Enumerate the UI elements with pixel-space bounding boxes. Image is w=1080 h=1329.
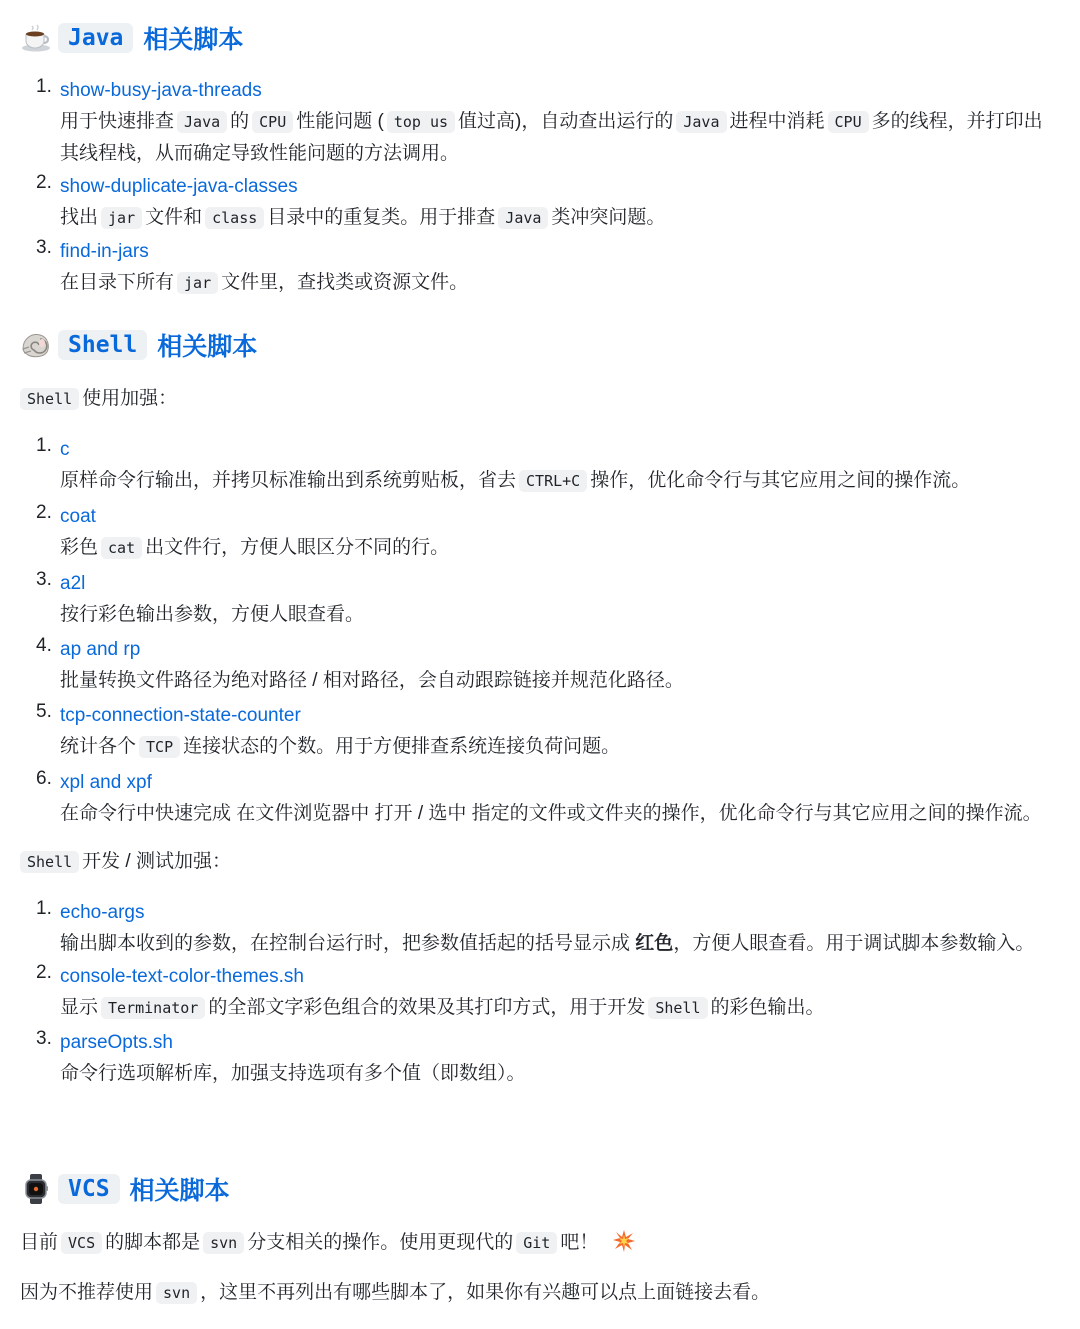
item-number: 2. (36, 962, 52, 983)
vcs-heading (20, 1167, 1060, 1211)
list-item (20, 701, 1060, 763)
item-description: 在目录下所有 jar 文件里，查找类或资源文件。 (60, 272, 469, 293)
item-number: 3. (36, 237, 52, 258)
item-number: 6. (36, 768, 52, 789)
item-number: 2. (36, 172, 52, 193)
list-item (20, 1028, 1060, 1089)
item-description: 输出脚本收到的参数，在控制台运行时，把参数值括起的括号显示成 红色，方便人眼查看。用于调试脚本参数输入。 (60, 933, 1035, 954)
list-item (20, 962, 1060, 1024)
list-item (20, 502, 1060, 564)
item-description: 彩色 cat 出文件行，方便人眼区分不同的行。 (60, 537, 450, 558)
vcs-heading-code: VCS (58, 1174, 120, 1204)
item-number: 1. (36, 898, 52, 919)
list-item (20, 569, 1060, 630)
shell-heading-text: 相关脚本 (157, 333, 258, 361)
item-number: 5. (36, 701, 52, 722)
list-item (20, 435, 1060, 497)
link-echo-args[interactable]: echo-args (60, 902, 145, 923)
shell-heading-code: Shell (58, 330, 147, 360)
link-console-text-color-themes[interactable]: console-text-color-themes.sh (60, 966, 304, 987)
java-script-list (20, 76, 1060, 299)
item-number: 1. (36, 435, 52, 456)
link-coat[interactable]: coat (60, 506, 96, 527)
list-item (20, 898, 1060, 959)
shell-icon (20, 329, 52, 361)
list-item (20, 237, 1060, 299)
collision-icon (612, 1229, 636, 1253)
link-ap-and-rp[interactable]: ap and rp (60, 639, 141, 660)
java-heading-code: Java (58, 23, 133, 53)
item-description: 统计各个 TCP 连接状态的个数。用于方便排查系统连接负荷问题。 (60, 736, 621, 757)
java-heading (20, 16, 1060, 60)
list-item (20, 172, 1060, 234)
vcs-heading-text: 相关脚本 (129, 1177, 230, 1205)
link-find-in-jars[interactable]: find-in-jars (60, 241, 149, 262)
shell-script-list (20, 435, 1060, 829)
item-description: 批量转换文件路径为绝对路径 / 相对路径，会自动跟踪链接并规范化路径。 (60, 670, 684, 691)
item-description: 在命令行中快速完成 在文件浏览器中 打开 / 选中 指定的文件或文件夹的操作，优化命令行与其它应用之间的操作流。 (60, 803, 1042, 824)
shell-dev-script-list (20, 898, 1060, 1089)
link-c[interactable]: c (60, 439, 70, 460)
item-number: 3. (36, 569, 52, 590)
shell-section (20, 323, 1060, 1089)
link-xpl-and-xpf[interactable]: xpl and xpf (60, 772, 152, 793)
item-description: 按行彩色输出参数，方便人眼查看。 (60, 604, 365, 625)
item-number: 1. (36, 76, 52, 97)
list-item (20, 76, 1060, 169)
link-show-duplicate-java-classes[interactable]: show-duplicate-java-classes (60, 176, 298, 197)
shell-dev-intro: Shell 开发 / 测试加强： (20, 847, 1060, 877)
link-tcp-connection-state-counter[interactable]: tcp-connection-state-counter (60, 705, 301, 726)
java-section (20, 16, 1060, 299)
item-description: 命令行选项解析库，加强支持选项有多个值（即数组）。 (60, 1063, 526, 1084)
watch-icon (20, 1173, 52, 1205)
link-show-busy-java-threads[interactable]: show-busy-java-threads (60, 80, 262, 101)
item-number: 2. (36, 502, 52, 523)
vcs-section (20, 1167, 1060, 1308)
coffee-icon (20, 22, 52, 54)
java-heading-text: 相关脚本 (143, 26, 244, 54)
vcs-paragraph-1: 目前 VCS 的脚本都是 svn 分支相关的操作。使用更现代的 Git 吧！ (20, 1228, 1060, 1258)
item-description: 找出 jar 文件和 class 目录中的重复类。用于排查 Java 类冲突问题。 (60, 207, 666, 228)
item-description: 用于快速排查 Java 的 CPU 性能问题 ( top us 值过高)，自动查出运行的 Java 进程中消耗 CPU 多的线程，并打印出其线程栈，从而确定导致性能问题的方法调用。 (60, 111, 1043, 164)
link-a2l[interactable]: a2l (60, 573, 86, 594)
shell-heading (20, 323, 1060, 367)
item-description: 原样命令行输出，并拷贝标准输出到系统剪贴板，省去 CTRL+C 操作，优化命令行与其它应用之间的操作流。 (60, 470, 971, 491)
link-parseopts[interactable]: parseOpts.sh (60, 1032, 173, 1053)
list-item (20, 635, 1060, 696)
shell-intro: Shell 使用加强： (20, 384, 1060, 414)
item-number: 3. (36, 1028, 52, 1049)
list-item (20, 768, 1060, 829)
vcs-paragraph-2: 因为不推荐使用 svn ，这里不再列出有哪些脚本了，如果你有兴趣可以点上面链接去看。 (20, 1282, 771, 1303)
item-number: 4. (36, 635, 52, 656)
item-description: 显示 Terminator 的全部文字彩色组合的效果及其打印方式，用于开发 Shell 的彩色输出。 (60, 997, 825, 1018)
